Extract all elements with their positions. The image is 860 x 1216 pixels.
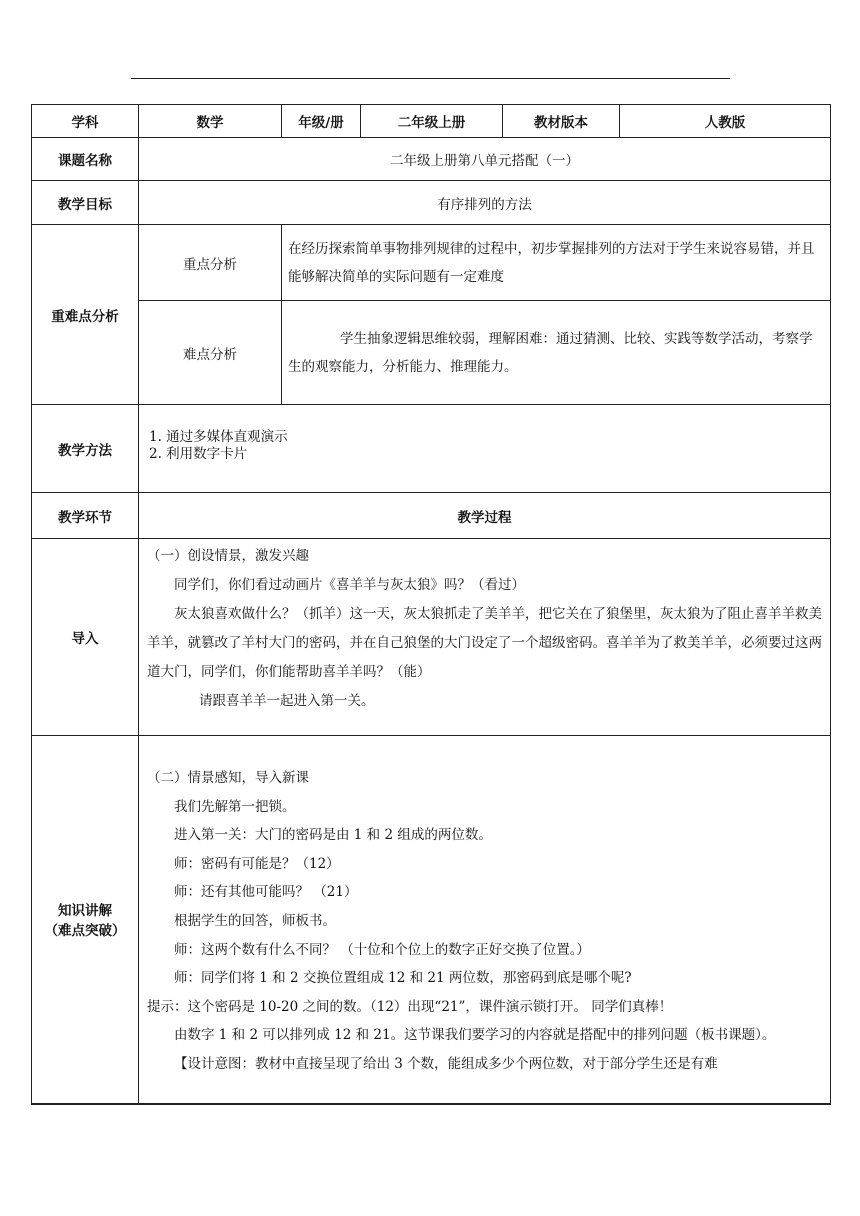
intro-content: [139, 539, 831, 736]
subject-label: 学科: [32, 105, 139, 138]
hard-analysis-row: [32, 301, 831, 405]
key-analysis-row: [32, 225, 831, 301]
intro-label: 导入: [32, 539, 139, 736]
knowledge-row: [32, 736, 831, 1104]
lesson-plan-table: [31, 104, 831, 1105]
knowledge-content: [139, 736, 831, 1104]
edition-value: 人教版: [620, 105, 831, 138]
goal-value: 有序排列的方法: [139, 181, 831, 225]
subject-value: 数学: [139, 105, 282, 138]
edition-label: 教材版本: [503, 105, 620, 138]
knowledge-paragraph: 【设计意图：教材中直接呈现了给出 3 个数，能组成多少个两位数，对于部分学生还是有难: [174, 1055, 718, 1072]
intro-row: [32, 539, 831, 736]
knowledge-paragraph: 师：同学们将 1 和 2 交换位置组成 12 和 21 两位数，那密码到底是哪个呢?: [174, 970, 632, 987]
process-stage-label: 教学环节: [32, 493, 139, 539]
knowledge-paragraph: 根据学生的回答，师板书。: [174, 912, 336, 929]
grade-value: 二年级上册: [361, 105, 503, 138]
process-header-row: [32, 493, 831, 539]
intro-paragraph: 同学们，你们看过动画片《喜羊羊与灰太狼》吗？（看过）: [174, 577, 525, 593]
knowledge-paragraph: 师：这两个数有什么不同？ （十位和个位上的数字正好交换了位置。）: [174, 941, 591, 958]
info-row: [32, 105, 831, 138]
hard-analysis-label: 难点分析: [139, 301, 282, 405]
topic-row: [32, 138, 831, 181]
knowledge-paragraph: 提示：这个密码是 10-20 之间的数。（12）出现“21”，课件演示锁打开。 同学们真棒！: [147, 998, 673, 1015]
method-item: 2. 利用数字卡片: [149, 446, 248, 462]
grade-label: 年级/册: [282, 105, 361, 138]
topic-value: 二年级上册第八单元搭配（一）: [139, 138, 831, 181]
knowledge-label: [32, 736, 139, 1104]
hard-analysis-text: 学生抽象逻辑思维较弱，理解困难：通过猜测、比较、实践等数学活动，考察学生的观察能力，分析能力、推理能力。: [282, 301, 831, 405]
method-row: [32, 405, 831, 493]
method-label: 教学方法: [32, 405, 139, 493]
method-list: [139, 405, 831, 493]
key-analysis-label: 重点分析: [139, 225, 282, 301]
knowledge-paragraph: 由数字 1 和 2 可以排列成 12 和 21。这节课我们要学习的内容就是搭配中的排列问题（板书课题）。: [174, 1027, 776, 1044]
goal-label: 教学目标: [32, 181, 139, 225]
knowledge-paragraph: 进入第一关：大门的密码是由 1 和 2 组成的两位数。: [174, 827, 492, 844]
analysis-label: 重难点分析: [32, 225, 139, 405]
intro-heading: （一）创设情景，激发兴趣: [147, 548, 309, 564]
knowledge-label-main: 知识讲解: [58, 903, 112, 920]
method-item: 1. 通过多媒体直观演示: [149, 429, 288, 445]
goal-row: [32, 181, 831, 225]
process-label: 教学过程: [139, 493, 831, 539]
knowledge-paragraph: 我们先解第一把锁。: [174, 798, 296, 815]
knowledge-paragraph: 师：密码有可能是？（12）: [174, 855, 340, 872]
knowledge-paragraph: 师：还有其他可能吗？ （21）: [174, 884, 358, 901]
knowledge-heading: （二）情景感知，导入新课: [147, 770, 309, 786]
intro-paragraph: 请跟喜羊羊一起进入第一关。: [199, 693, 375, 709]
key-analysis-text: 在经历探索简单事物排列规律的过程中，初步掌握排列的方法对于学生来说容易错，并且能够解决简单的实际问题有一定难度: [282, 225, 831, 301]
intro-paragraph: 灰太狼喜欢做什么？（抓羊）这一天，灰太狼抓走了美羊羊，把它关在了狼堡里，灰太狼为了阻止喜羊羊救美羊羊，就篡改了羊村大门的密码，并在自己狼堡的大门设定了一个超级密码。喜羊羊为了救美羊羊，必须要过这两道大门，同学们，你们能帮助喜羊羊吗？（能）: [147, 606, 822, 680]
header-rule: [131, 78, 730, 79]
topic-label: 课题名称: [32, 138, 139, 181]
knowledge-label-sub: （难点突破）: [44, 923, 126, 940]
